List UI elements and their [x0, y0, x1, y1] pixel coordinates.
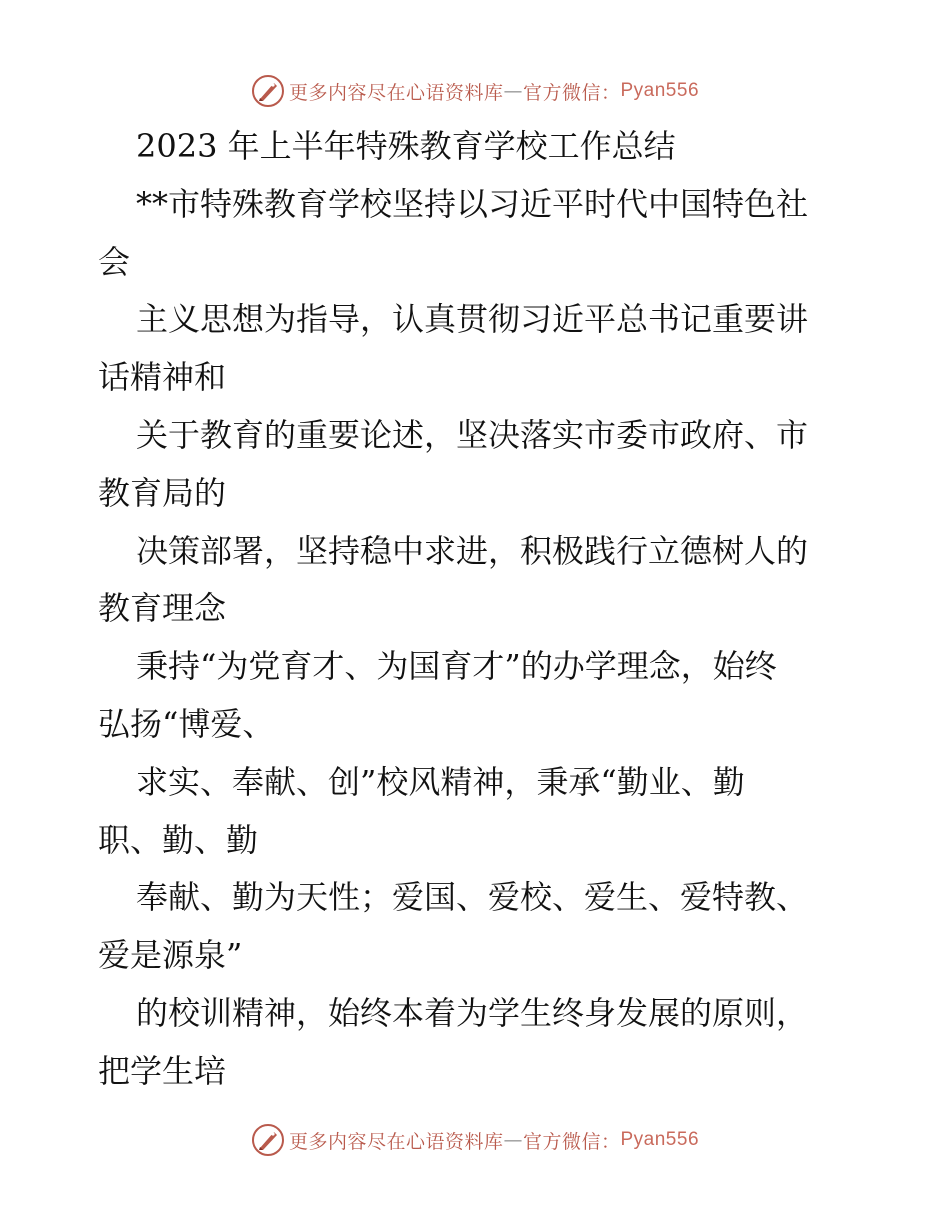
quill-logo-icon: [251, 74, 285, 108]
text-line: 把学生培: [98, 1051, 227, 1090]
watermark-separator: —: [503, 80, 523, 102]
text-line: 教育局的: [98, 473, 227, 512]
watermark-official-label: 官方微信：: [522, 81, 621, 104]
watermark-account: Pyan556: [620, 1129, 700, 1150]
text-line: 职、勤、勤: [98, 820, 259, 859]
text-line: 话精神和: [98, 358, 227, 397]
text-line: 会: [98, 242, 131, 281]
document-title: 2023 年上半年特殊教育学校工作总结: [136, 127, 676, 165]
watermark-main-text: 更多内容尽在心语资料库: [288, 81, 504, 104]
text-line: 爱是源泉”: [98, 936, 243, 975]
text-line: 主义思想为指导，认真贯彻习近平总书记重要讲: [136, 300, 809, 339]
text-line: 奉献、勤为天性；爱国、爱校、爱生、爱特教、: [136, 878, 809, 917]
text-line: 弘扬“博爱、: [98, 704, 275, 743]
text-line: **市特殊教育学校坚持以习近平时代中国特色社: [136, 184, 809, 223]
document-body: [98, 118, 858, 1101]
header-watermark: [0, 74, 950, 108]
text-line: 秉持“为党育才、为国育才”的办学理念，始终: [136, 647, 777, 686]
watermark-separator: —: [503, 1129, 523, 1151]
footer-watermark: [0, 1123, 950, 1157]
text-line: 关于教育的重要论述，坚决落实市委市政府、市: [136, 415, 809, 454]
watermark-main-text: 更多内容尽在心语资料库: [288, 1130, 504, 1153]
text-line: 求实、奉献、创”校风精神，秉承“勤业、勤: [136, 762, 745, 801]
text-line: 决策部署，坚持稳中求进，积极践行立德树人的: [136, 531, 809, 570]
text-line: 教育理念: [98, 589, 227, 628]
text-line: 的校训精神，始终本着为学生终身发展的原则，: [136, 993, 809, 1032]
watermark-official-label: 官方微信：: [522, 1130, 621, 1153]
quill-logo-icon: [251, 1123, 285, 1157]
watermark-account: Pyan556: [620, 80, 700, 101]
